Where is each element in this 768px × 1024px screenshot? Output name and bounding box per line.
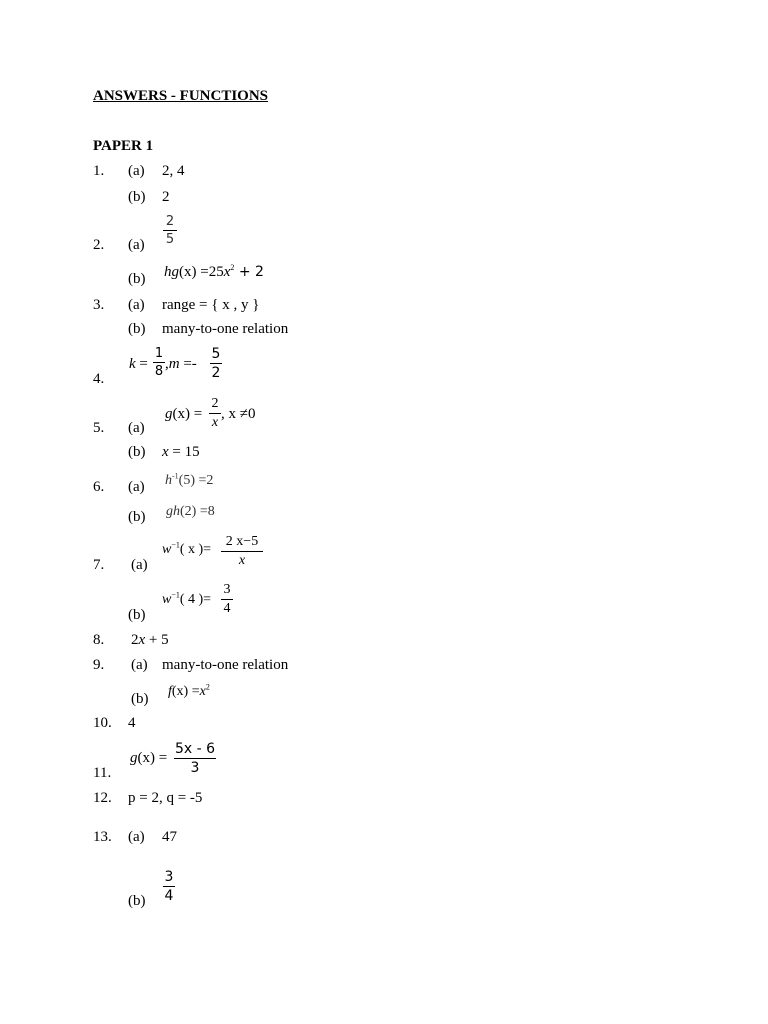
- equation: [165, 357, 197, 372]
- exponent: −1: [171, 590, 180, 600]
- question-number: 10.: [93, 715, 112, 731]
- equation: [168, 682, 210, 699]
- fraction: [174, 742, 216, 775]
- fraction-bar: [163, 230, 177, 231]
- equation: [166, 505, 215, 519]
- equals: =: [135, 356, 148, 372]
- fraction: [153, 347, 165, 378]
- part-label: (b): [128, 607, 146, 623]
- part-label: (b): [128, 509, 146, 525]
- question-number: 4.: [93, 371, 105, 387]
- denominator: x: [211, 415, 219, 430]
- part-label: (b): [128, 271, 146, 287]
- page-title: ANSWERS - FUNCTIONS: [93, 88, 269, 104]
- numerator: 3: [164, 869, 174, 885]
- part-label: (a): [128, 163, 145, 179]
- fraction: [210, 347, 222, 380]
- function-name: hg: [164, 264, 179, 280]
- coefficient: 2: [131, 632, 139, 648]
- denominator: 3: [190, 760, 200, 776]
- answer-text: 2, 4: [162, 163, 185, 179]
- answer-text: [162, 445, 200, 460]
- answer-text: 4: [128, 715, 136, 731]
- numerator: 2: [165, 214, 175, 229]
- denominator: 4: [164, 888, 174, 904]
- question-number: 1.: [93, 163, 105, 179]
- separator: ,: [165, 356, 169, 372]
- exponent: 2: [205, 682, 210, 692]
- fraction: [163, 870, 175, 903]
- numerator: 1: [154, 346, 164, 361]
- question-number: 12.: [93, 790, 112, 806]
- question-number: 11.: [93, 765, 112, 781]
- answer-text: 47: [162, 829, 177, 845]
- denominator: 4: [223, 601, 231, 616]
- function-name: f: [168, 684, 172, 699]
- function-name: h: [165, 473, 172, 488]
- fraction: [221, 535, 263, 568]
- function-name: w: [162, 592, 172, 607]
- equation: [164, 265, 264, 280]
- part-label: (a): [128, 829, 145, 845]
- answer-text: many-to-one relation: [162, 657, 289, 673]
- fraction-bar: [174, 758, 216, 759]
- function-name: w: [162, 542, 172, 557]
- equals: =: [190, 406, 203, 422]
- fraction: [163, 215, 177, 246]
- function-name: gh: [166, 504, 180, 519]
- denominator: x: [238, 553, 246, 568]
- part-label: (a): [128, 420, 145, 436]
- expression: (5) =2: [178, 473, 214, 488]
- question-number: 13.: [93, 829, 112, 845]
- part-label: (b): [128, 444, 146, 460]
- denominator: 8: [154, 364, 164, 379]
- answer-text: [131, 633, 169, 648]
- argument: ( 4 )=: [179, 592, 212, 607]
- part-label: (a): [131, 557, 148, 573]
- question-number: 2.: [93, 237, 105, 253]
- fraction-bar: [221, 599, 233, 600]
- equals: =25: [196, 264, 224, 280]
- argument: (x) =: [137, 750, 168, 766]
- part-label: (a): [128, 297, 145, 313]
- question-number: 8.: [93, 632, 105, 648]
- part-label: (b): [128, 321, 146, 337]
- question-number: 5.: [93, 420, 105, 436]
- answer-text: many-to-one relation: [162, 321, 289, 337]
- equation: [162, 590, 212, 607]
- answer-text: range = { x , y }: [162, 297, 260, 313]
- function-name: g: [165, 406, 173, 422]
- equation: [129, 357, 148, 372]
- part-label: (b): [131, 691, 149, 707]
- fraction-bar: [210, 363, 222, 364]
- function-name: g: [130, 750, 138, 766]
- question-number: 6.: [93, 479, 105, 495]
- part-label: (a): [128, 479, 145, 495]
- exponent: −1: [171, 540, 180, 550]
- exponent: -1: [172, 471, 179, 481]
- numerator: 2 x−5: [225, 534, 259, 549]
- constant-term: + 2: [234, 264, 264, 280]
- question-number: 9.: [93, 657, 105, 673]
- equation: [165, 471, 214, 488]
- paper-heading: PAPER 1: [93, 138, 154, 154]
- argument: (x): [179, 264, 197, 280]
- variable: x: [199, 684, 206, 699]
- fraction: [221, 583, 233, 616]
- part-label: (a): [128, 237, 145, 253]
- numerator: 5x - 6: [174, 741, 216, 757]
- part-label: (a): [131, 657, 148, 673]
- argument: (x) =: [171, 684, 200, 699]
- numerator: 2: [211, 396, 219, 411]
- equation: [165, 407, 202, 422]
- equation: [130, 751, 167, 766]
- argument: (x): [172, 406, 190, 422]
- argument: ( x )=: [179, 542, 212, 557]
- answer-text: 2: [162, 189, 170, 205]
- denominator: 5: [165, 232, 175, 247]
- fraction-bar: [209, 413, 221, 414]
- equals: =-: [179, 356, 197, 372]
- question-number: 3.: [93, 297, 105, 313]
- exponent: 2: [230, 263, 235, 272]
- expression: (2) =8: [180, 504, 215, 519]
- equation: [162, 540, 212, 557]
- constant-term: + 5: [145, 632, 169, 648]
- denominator: 2: [211, 365, 221, 381]
- fraction-bar: [163, 886, 175, 887]
- fraction-bar: [221, 551, 263, 552]
- question-number: 7.: [93, 557, 105, 573]
- part-label: (b): [128, 189, 146, 205]
- condition: , x ≠0: [221, 406, 256, 422]
- variable: x: [138, 632, 146, 648]
- variable-k: k: [129, 356, 136, 372]
- fraction: [209, 397, 221, 430]
- answer-text: p = 2, q = -5: [128, 790, 203, 806]
- answer-value: = 15: [168, 444, 200, 460]
- variable-m: m: [168, 356, 180, 372]
- part-label: (b): [128, 893, 146, 909]
- variable: x: [162, 444, 169, 460]
- numerator: 5: [211, 346, 221, 362]
- variable: x: [223, 264, 231, 280]
- numerator: 3: [223, 582, 231, 597]
- fraction-bar: [153, 362, 165, 363]
